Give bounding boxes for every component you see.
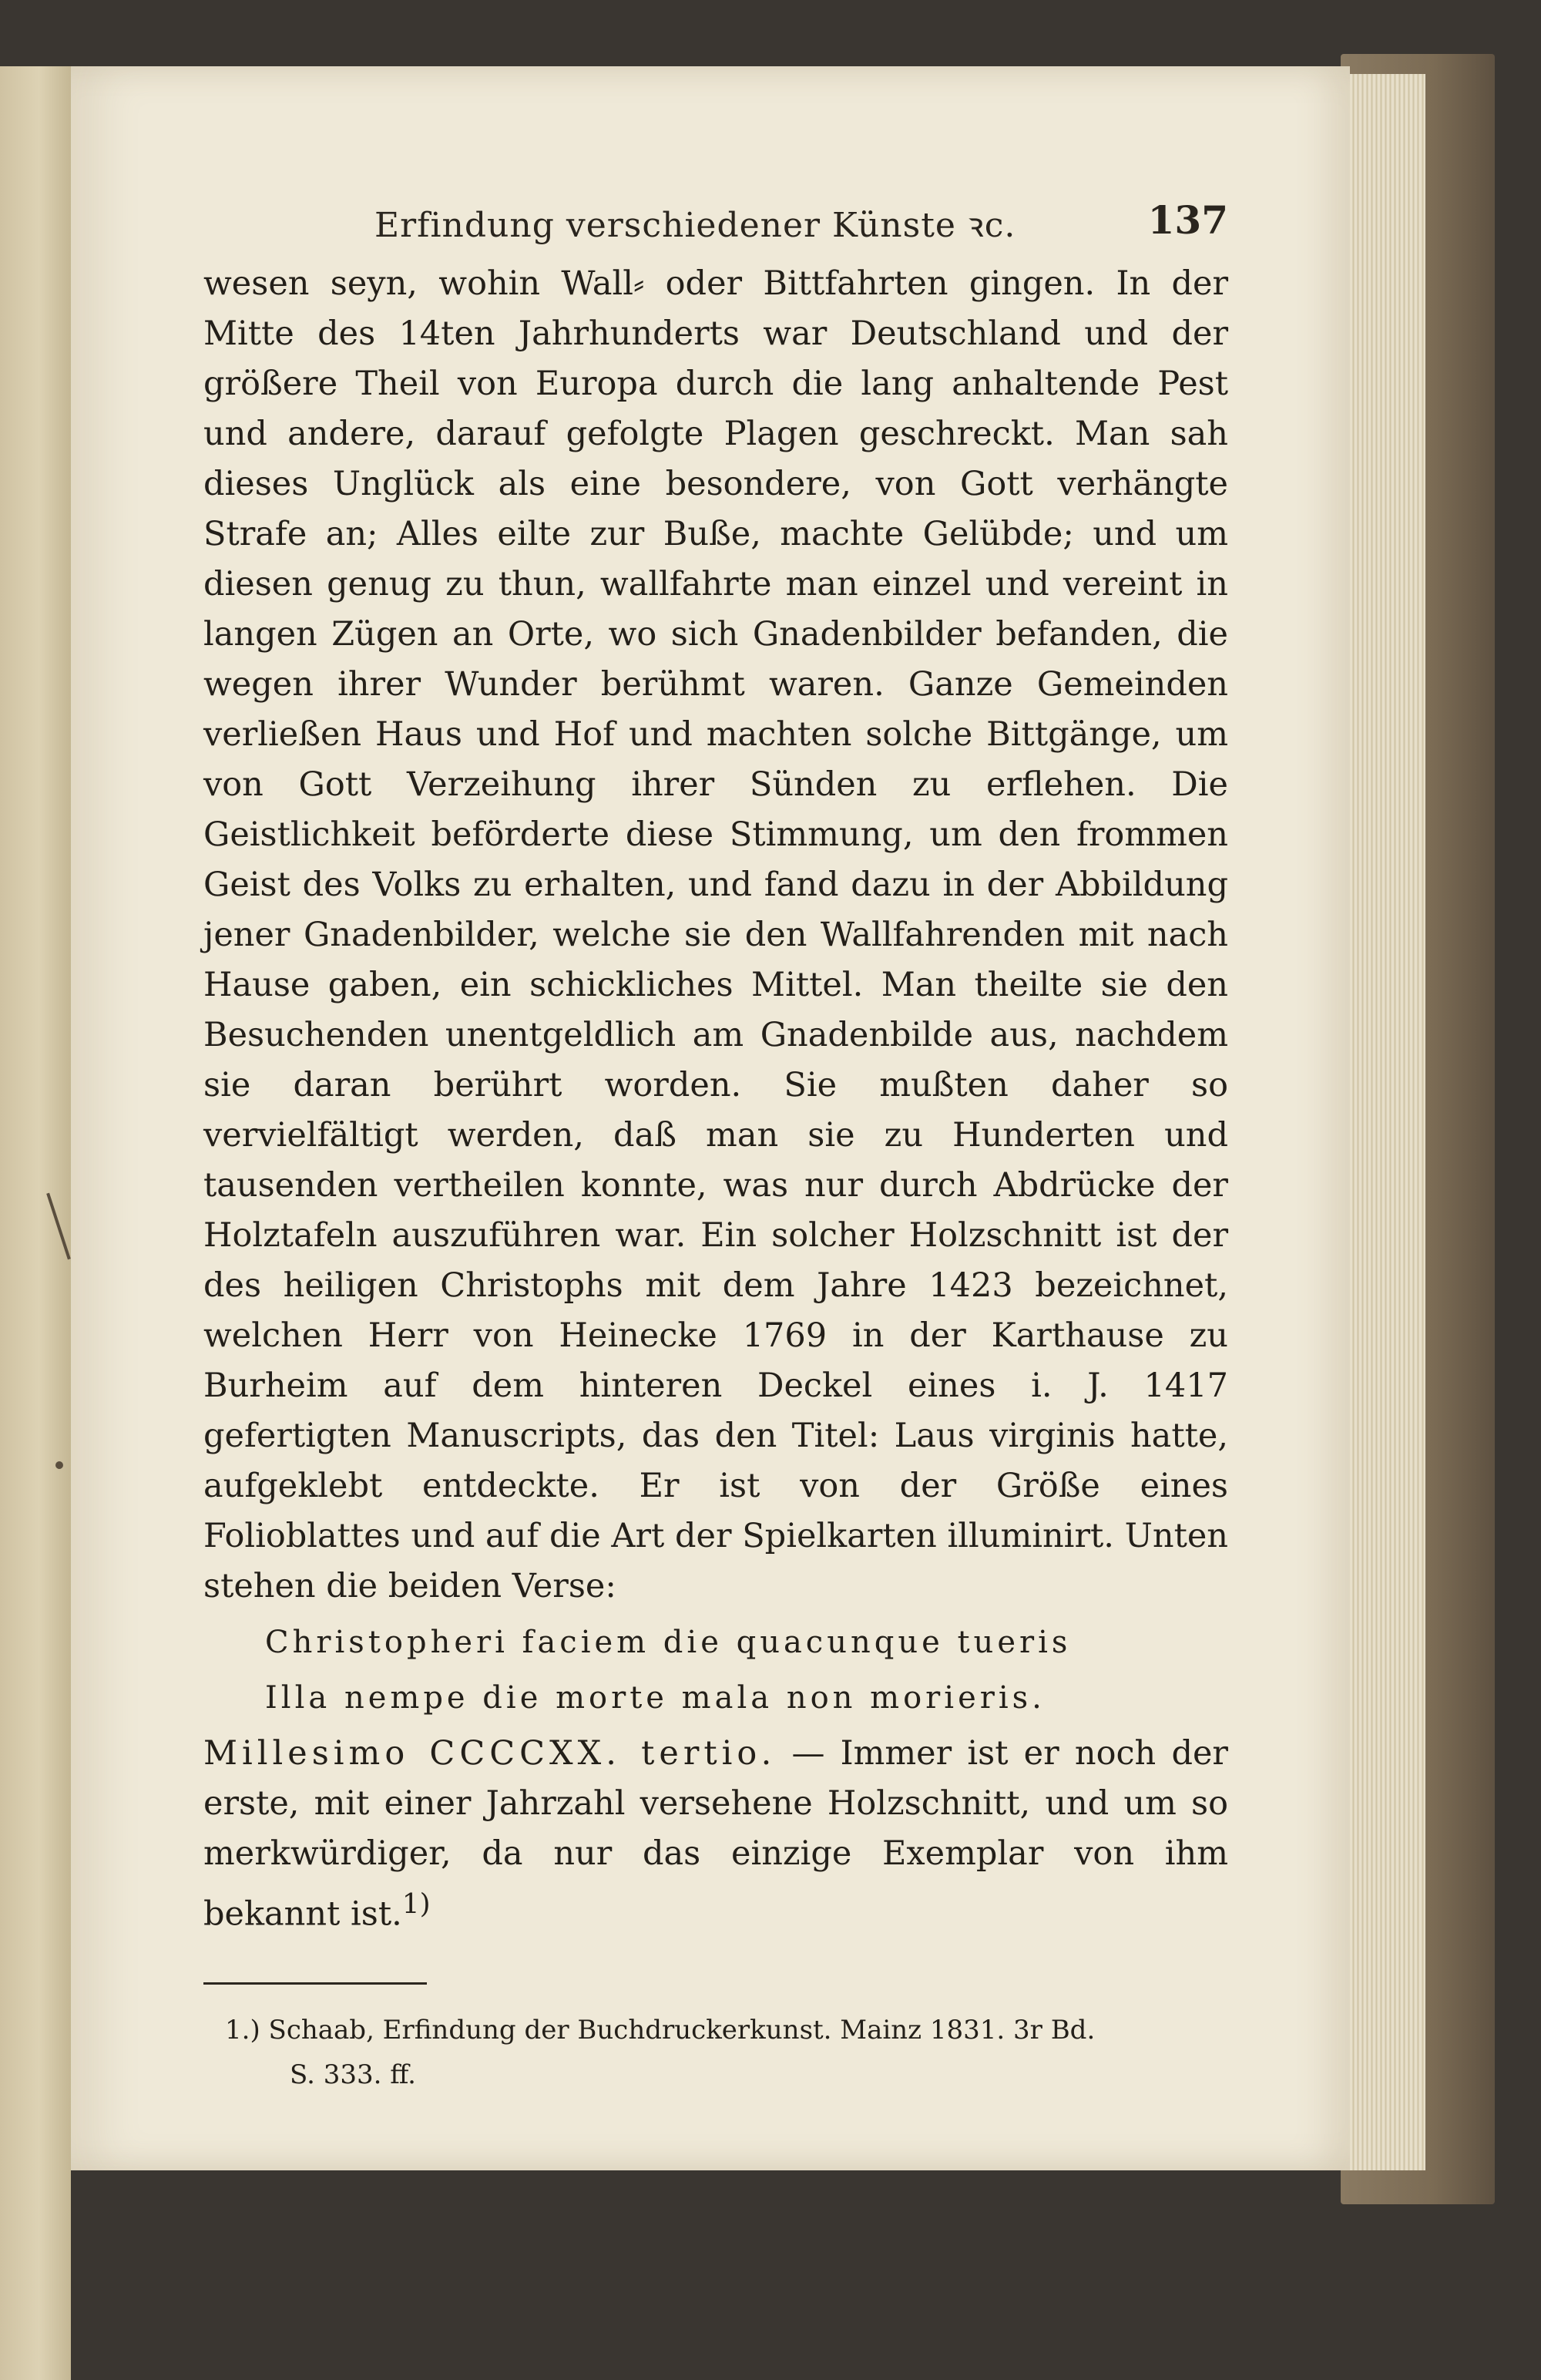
margin-dot: [55, 1461, 63, 1469]
footnote-continuation: S. 333. ff.: [290, 2059, 416, 2091]
left-page-edge: [0, 66, 71, 2380]
footnote-reference: 1): [401, 1888, 431, 1920]
running-head: Erfindung verschiedener Künste ꝛc.: [374, 206, 1016, 245]
page-content: [203, 190, 1228, 2097]
main-paragraph: wesen seyn, wohin Wall⸗ oder Bittfahrten gingen. In der Mitte des 14ten Jahrhunderts war Deutschland und der größere Theil von Europa durch die lang anhaltende Pest und andere, darauf gefolgte Plagen geschreckt. Man sah dieses Unglück als eine besondere, von Gott verhängte Strafe an; Alles eilte zur Buße, machte Gelübde; und um diesen genug zu thun, wallfahrte man einzel und vereint in langen Zügen an Orte, wo sich Gnadenbilder befanden, die wegen ihrer Wunder berühmt waren. Ganze Gemeinden verließen Haus und Hof und machten solche Bittgänge, um von Gott Verzeihung ihrer Sünden zu erflehen. Die Geistlichkeit beförderte diese Stimmung, um den frommen Geist des Volks zu erhalten, und fand dazu in der Abbildung jener Gnadenbilder, welche sie den Wallfahrenden mit nach Hause gaben, ein schickliches Mittel. Man theilte sie den Besuchenden unentgeldlich am Gnadenbilde aus, nachdem sie daran berührt worden. Sie mußten daher so vervielfältigt werden, daß man sie zu Hunderten und tausenden vertheilen konnte, was nur durch Abdrücke der Holztafeln auszuführen war. Ein solcher Holzschnitt ist der des heiligen Christophs mit dem Jahre 1423 bezeichnet, welchen Herr von Heinecke 1769 in der Karthause zu Burheim auf dem hinteren Deckel eines i. J. 1417 gefertigten Manuscripts, das den Titel: Laus virginis hatte, aufgeklebt entdeckte. Er ist von der Größe eines Folioblattes und auf die Art der Spielkarten illuminirt. Unten stehen die beiden Verse:: [203, 264, 1228, 1605]
footnote: [225, 2008, 1228, 2097]
book-page: [71, 66, 1350, 2170]
closing-paragraph: [203, 1729, 1228, 1939]
page-number: 137: [1147, 197, 1228, 243]
page-header: [203, 190, 1228, 259]
page-stack-edge: [1341, 74, 1425, 2170]
footnote-marker: 1.): [225, 2015, 260, 2046]
footnote-divider: [203, 1982, 427, 1985]
verse-line: Christopheri faciem die quacunque tueris: [265, 1625, 1072, 1660]
footnote-text: Schaab, Erfindung der Buchdruckerkunst. Mainz 1831. 3r Bd.: [268, 2015, 1096, 2046]
closing-text: — Immer ist er noch der erste, mit einer Jahrzahl versehene Holzschnitt, und um so merkwürdiger, da nur das einzige Exemplar von ihm bekannt ist.: [203, 1734, 1228, 1934]
latin-date: Millesimo CCCCXX. tertio.: [203, 1734, 777, 1773]
verse-line: Illa nempe die morte mala non morieris.: [265, 1680, 1046, 1716]
